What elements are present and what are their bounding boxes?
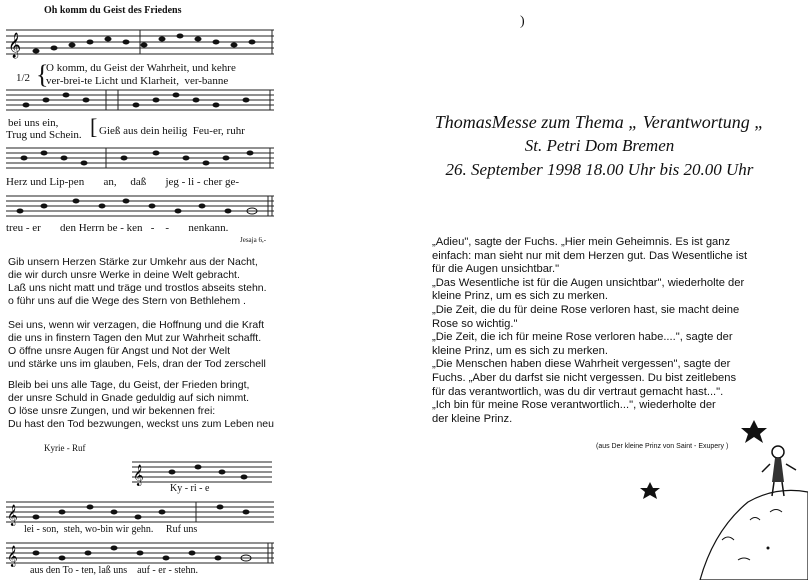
song-source: Jesaja 6,- bbox=[240, 236, 267, 244]
lyric-line-3: bei uns ein, bbox=[8, 117, 59, 129]
star-icon bbox=[741, 420, 767, 443]
quote-line: der kleine Prinz. bbox=[432, 412, 513, 425]
verse-line: Laß uns nicht matt und träge und trostlos abseits stehn. bbox=[8, 282, 267, 294]
lyric-line-7: treu - er den Herrn be - ken - - nenkann. bbox=[6, 222, 229, 234]
quote-line: „Das Wesentliche ist für die Augen unsichtbar", wiederholte der bbox=[432, 276, 745, 289]
verse-block-1 bbox=[8, 256, 267, 308]
quote-line: kleine Prinz, um es sich zu merken. bbox=[432, 290, 608, 303]
quote-line: Fuchs. „Aber du darfst sie nicht vergessen. Du bist zeitlebens bbox=[432, 371, 737, 384]
quote-line: „Ich bin für meine Rose verantwortlich...", wiederholte der bbox=[432, 399, 716, 412]
svg-text:𝄞: 𝄞 bbox=[8, 33, 22, 58]
lyric-line-2: ver-brei-te Licht und Klarheit, ver-banne bbox=[46, 75, 229, 87]
quote-line: für die Augen unsichtbar." bbox=[432, 263, 560, 276]
kyrie-lyric-1: Ky - ri - e bbox=[170, 483, 210, 494]
verse-line: die uns in finstern Tagen den Mut zur Wahrheit schafft. bbox=[8, 332, 262, 344]
verse-line: Du hast den Tod bezwungen, weckst uns zum Leben neu bbox=[8, 418, 274, 430]
quote-source: (aus Der kleine Prinz von Saint - Exupery ) bbox=[596, 443, 729, 450]
quote-line: „Die Zeit, die du für deine Rose verloren hast, sie macht deine bbox=[432, 303, 740, 316]
quote-line: für das verantwortlich, was du dir vertraut gemacht hast...". bbox=[432, 385, 724, 398]
quote-line: „Die Zeit, die ich für meine Rose verloren habe....", sagte der bbox=[432, 331, 733, 344]
lyric-line-1: O komm, du Geist der Wahrheit, und kehre bbox=[46, 62, 236, 74]
event-location: St. Petri Dom Bremen bbox=[524, 136, 675, 155]
music-staff-1 bbox=[6, 22, 274, 62]
quote-line: einfach: man sieht nur mit dem Herzen gut. Das Wesentliche ist bbox=[432, 249, 748, 262]
music-staff-4 bbox=[6, 190, 274, 222]
song-title: Oh komm du Geist des Friedens bbox=[44, 5, 182, 16]
lyric-line-4: Trug und Schein. bbox=[6, 129, 82, 141]
verse-bracket: { bbox=[36, 60, 49, 89]
kyrie-staff-3 bbox=[6, 538, 274, 568]
quote-line: „Adieu", sagte der Fuchs. „Hier mein Geheimnis. Es ist ganz bbox=[432, 236, 731, 248]
quote-line: Rose so wichtig." bbox=[432, 317, 518, 330]
lyric-line-5: Gieß aus dein heilig Feu-er, ruhr bbox=[99, 125, 245, 137]
verse-bracket-2: [ bbox=[90, 114, 98, 139]
quote-line: „Die Menschen haben diese Wahrheit vergessen", sagte der bbox=[432, 358, 731, 371]
verse-line: O löse unsre Zungen, und wir bekennen frei: bbox=[8, 405, 216, 417]
verse-line: und stärke uns im glauben, Fels, dran der Tod zerschell bbox=[8, 358, 266, 370]
little-prince-illustration bbox=[630, 420, 808, 580]
event-title: ThomasMesse zum Thema „ Verantwortung „ bbox=[434, 112, 765, 132]
svg-text:𝄞: 𝄞 bbox=[7, 505, 18, 526]
verse-line: der unsre Schuld in Gnade geduldig auf sich nimmt. bbox=[8, 392, 250, 404]
quote-text bbox=[432, 236, 787, 426]
lyric-line-6: Herz und Lip-pen an, daß jeg - li - cher ge- bbox=[6, 176, 240, 188]
event-date: 26. September 1998 18.00 Uhr bis 20.00 Uhr bbox=[445, 160, 754, 179]
verse-line: o führ uns auf die Wege des Stern von Bethlehem . bbox=[8, 295, 246, 307]
verse-line: Sei uns, wenn wir verzagen, die Hoffnung und die Kraft bbox=[8, 319, 265, 331]
verse-line: Bleib bei uns alle Tage, du Geist, der Frieden bringt, bbox=[8, 379, 250, 391]
kyrie-title: Kyrie - Ruf bbox=[44, 443, 86, 453]
verse-line: O öffne unsre Augen für Angst und Not der Welt bbox=[8, 345, 231, 357]
kyrie-lyric-2: lei - son, steh, wo-bin wir gehn. Ruf uns bbox=[24, 524, 198, 535]
verse-line: die wir durch unsre Werke in deine Welt gebracht. bbox=[8, 269, 240, 281]
kyrie-staff-1 bbox=[132, 458, 272, 486]
svg-text:𝄞: 𝄞 bbox=[7, 546, 18, 567]
verse-block-2 bbox=[8, 319, 266, 371]
quote-line: kleine Prinz, um es sich zu merken. bbox=[432, 344, 608, 357]
svg-text:𝄞: 𝄞 bbox=[133, 465, 144, 486]
verse-number: 1/2 bbox=[16, 72, 31, 84]
star-icon bbox=[640, 482, 660, 499]
corner-mark: ) bbox=[520, 14, 525, 29]
verse-line: Gib unsern Herzen Stärke zur Umkehr aus der Nacht, bbox=[8, 256, 258, 268]
kyrie-staff-2 bbox=[6, 497, 274, 527]
verse-block-3 bbox=[8, 379, 274, 431]
kyrie-lyric-3: aus den To - ten, laß uns auf - er - stehn. bbox=[30, 565, 198, 576]
